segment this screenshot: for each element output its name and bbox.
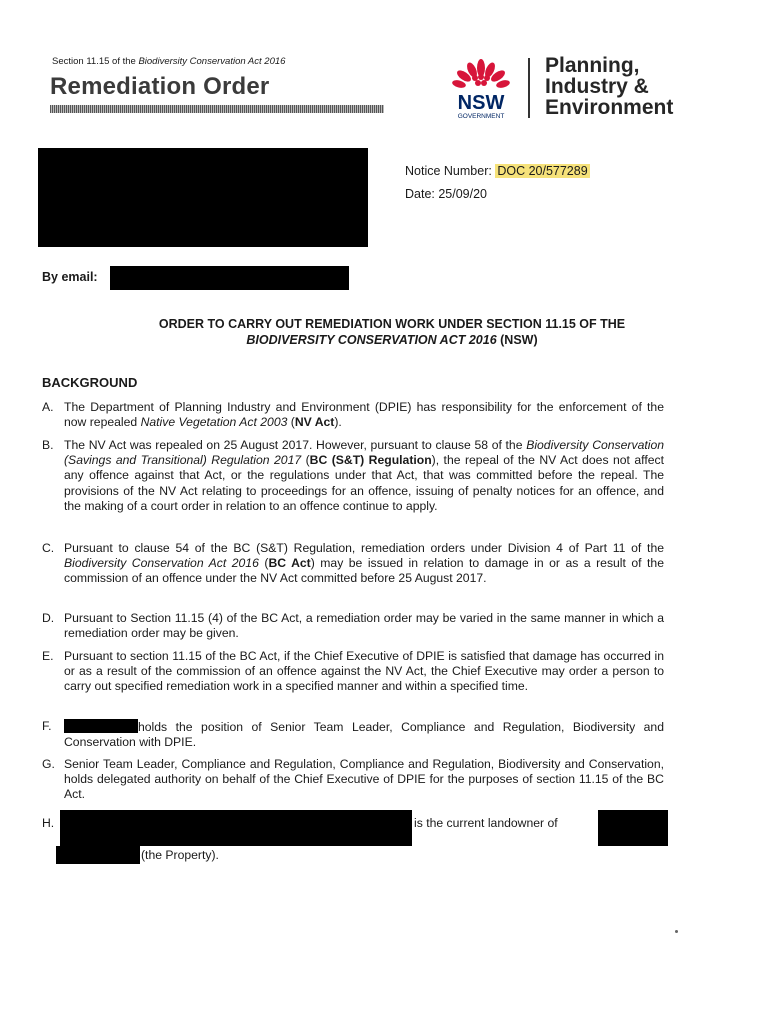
notice-date: Date: 25/09/20	[405, 187, 488, 201]
redacted-landowner-name	[60, 810, 412, 846]
nsw-government-logo	[442, 54, 520, 120]
waratah-flower-icon	[442, 54, 520, 120]
redacted-recipient-address	[38, 148, 368, 247]
background-item-g: G. Senior Team Leader, Compliance and Regulation, Compliance and Regulation, Biodiversity and Conservation, holds delegated authority on behalf of the Chief Executive of DPIE for the purposes of section 11.15 of the BC Act.	[42, 757, 664, 802]
title-underline-rule	[50, 105, 384, 113]
document-title: Remediation Order	[50, 73, 270, 100]
department-name	[545, 55, 673, 118]
act-reference: Section 11.15 of the Biodiversity Conservation Act 2016	[52, 56, 286, 67]
order-heading: ORDER TO CARRY OUT REMEDIATION WORK UNDER SECTION 11.15 OF THE BIODIVERSITY CONSERVATION ACT 2016 (NSW)	[158, 317, 626, 347]
scan-speck	[675, 930, 678, 933]
background-item-a: A. The Department of Planning Industry and Environment (DPIE) has responsibility for the enforcement of the now repealed Native Vegetation Act 2003 (NV Act).	[42, 400, 664, 430]
background-item-b: B. The NV Act was repealed on 25 August 2017. However, pursuant to clause 58 of the Biodiversity Conservation (Savings and Transitional) Regulation 2017 (BC (S&T) Regulation), the repeal of the NV Act does not affect any offence against that Act, or the regulations under that Act, that was committed before the repeal. The provisions of the NV Act relating to proceedings for an offence, issuing of penalty notices for an offence, and the making of a court order in relation to an offence continue to apply.	[42, 438, 664, 513]
logo-divider	[528, 58, 530, 118]
background-item-f: F. holds the position of Senior Team Leader, Compliance and Regulation, Biodiversity and Conservation with DPIE.	[42, 719, 664, 750]
background-heading: BACKGROUND	[42, 375, 138, 390]
department-line-2: Industry &	[545, 75, 649, 98]
property-text: (the Property).	[141, 848, 219, 862]
redacted-property-detail	[56, 846, 140, 864]
by-email-label: By email:	[42, 270, 98, 284]
logo-wordmark: NSW	[457, 92, 505, 114]
redacted-property-address	[598, 810, 668, 846]
background-item-d: D. Pursuant to Section 11.15 (4) of the BC Act, a remediation order may be varied in the same manner in which a remediation order may be given.	[42, 611, 664, 641]
notice-number-value: DOC 20/577289	[497, 164, 588, 178]
landowner-text: is the current landowner of	[414, 816, 558, 830]
department-line-1: Planning,	[545, 54, 640, 77]
notice-number: Notice Number: DOC 20/577289	[405, 164, 588, 178]
redacted-email	[110, 266, 349, 290]
background-item-c: C. Pursuant to clause 54 of the BC (S&T) Regulation, remediation orders under Division 4 of Part 11 of the Biodiversity Conservation Act 2016 (BC Act) may be issued in relation to damage in or as a result of the commission of an offence under the NV Act committed before 25 August 2017.	[42, 541, 664, 586]
background-item-e: E. Pursuant to section 11.15 of the BC Act, if the Chief Executive of DPIE is satisfied that damage has occurred in or as a result of the commission of an offence against the NV Act, the Chief Executive may order a person to carry out specified remediation work in a specified manner and within a specified time.	[42, 649, 664, 694]
department-line-3: Environment	[545, 96, 674, 119]
redacted-officer-name	[64, 719, 138, 733]
logo-subtext: GOVERNMENT	[457, 113, 505, 120]
